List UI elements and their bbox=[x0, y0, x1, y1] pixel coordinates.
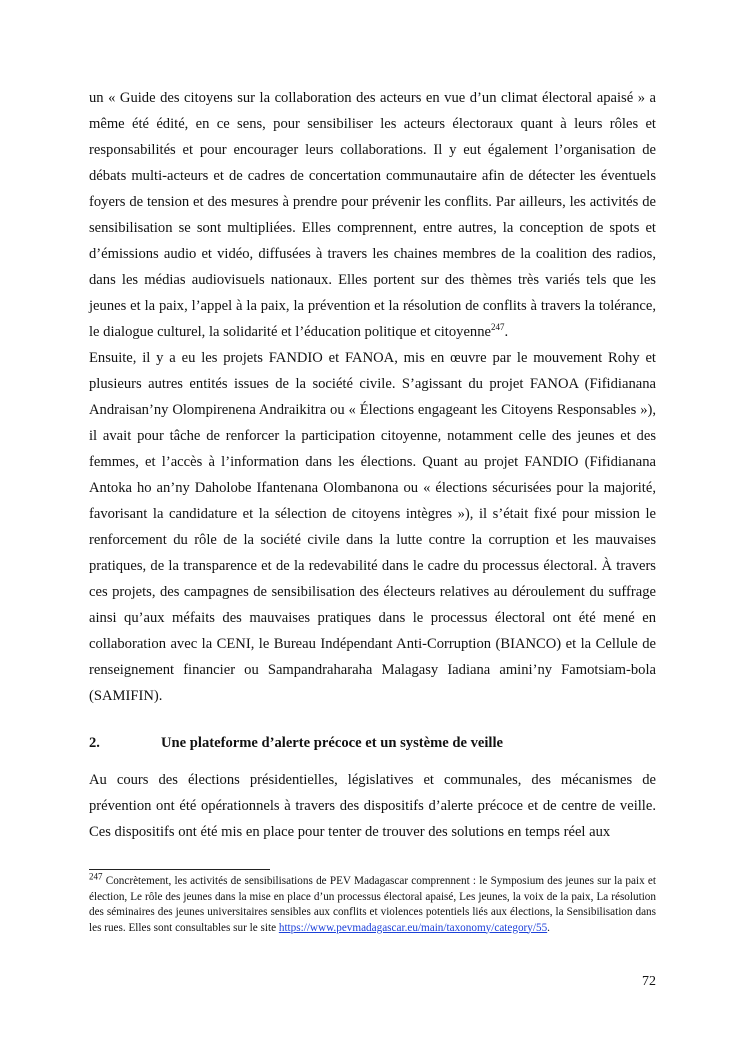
paragraph-guide-citoyens bbox=[89, 85, 656, 345]
page-number: 72 bbox=[642, 974, 656, 989]
footnote-separator bbox=[89, 869, 270, 870]
footnote bbox=[89, 871, 656, 936]
footnote-end: . bbox=[547, 921, 550, 934]
footnote-number: 247 bbox=[89, 871, 103, 882]
paragraph-text: Au cours des élections présidentielles, législatives et communales, des mécanismes de prévention ont été opérationnels à travers des dispositifs d’alerte précoce et de centre de veille. Ces dispositifs ont été mis en place pour tenter de trouver des solutions en temps réel aux bbox=[89, 772, 656, 840]
footnote-text: Concrètement, les activités de sensibilisations de PEV Madagascar comprennent : le Symposium des jeunes sur la paix et élection, Le rôle des jeunes dans la mise en place d’un processus électoral apaisé, Les jeunes, la voix de la paix, La résolution des séminaires des jeunes universitaires sensibles aux conflits et violences potentiels liés aux élections, la Sensibilisation dans les rues. Elles sont consultables sur le site bbox=[89, 875, 656, 934]
paragraph-text: Ensuite, il y a eu les projets FANDIO et FANOA, mis en œuvre par le mouvement Rohy et plusieurs autres entités issues de la société civile. S’agissant du projet FANOA (Fifidianana Andraisan’ny Olompirenena Andraikitra ou « Élections engageant les Citoyens Responsables »), il avait pour tâche de renforcer la participation citoyenne, notamment celle des jeunes et des femmes, et l’accès à l’information dans les élections. Quant au projet FANDIO (Fifidianana Antoka ho an’ny Daholobe Ifantenana Olombanona ou « élections sécurisées pour la majorité, favorisant la candidature et la sélection de citoyens intègres »), il s’était fixé pour mission le renforcement du rôle de la société civile dans la lutte contre la corruption et les mauvaises pratiques, de la transparence et de la redevabilité dans le cadre du processus électoral. À travers ces projets, des campagnes de sensibilisation des électeurs relatives au déroulement du suffrage ainsi qu’aux méfaits des mauvaises pratiques dans le processus électoral ont été mené en collaboration avec la CENI, le Bureau Indépendant Anti-Corruption (BIANCO) et la Cellule de renseignement financier ou Sampandraharaha Malagasy Iadiana amini’ny Famotsiam-bola (SAMIFIN). bbox=[89, 350, 656, 704]
footnote-reference[interactable]: 247 bbox=[491, 322, 505, 333]
paragraph-end: . bbox=[504, 324, 509, 340]
paragraph-fandio-fanoa bbox=[89, 345, 656, 709]
section-number: 2. bbox=[89, 735, 100, 751]
paragraph-alerte-precoce bbox=[89, 767, 656, 845]
footnote-link[interactable]: https://www.pevmadagascar.eu/main/taxonomy/category/55 bbox=[278, 921, 548, 934]
paragraph-text: un « Guide des citoyens sur la collaboration des acteurs en vue d’un climat électoral apaisé » a même été édité, en ce sens, pour sensibiliser les acteurs électoraux quant à leurs rôles et responsabilités et pour encourager leurs collaborations. Il y eut également l’organisation de débats multi-acteurs et de cadres de concertation communautaire afin de détecter les éventuels foyers de tension et des mesures à prendre pour prévenir les conflits. Par ailleurs, les activités de sensibilisation se sont multipliées. Elles comprennent, entre autres, la conception de spots et d’émissions audio et vidéo, diffusées à travers les chaines membres de la coalition des radios, dans les médias audiovisuels nationaux. Elles portent sur des thèmes très variés tels que les jeunes et la paix, l’appel à la paix, la prévention et la résolution de conflits à travers la tolérance, le dialogue culturel, la solidarité et l’éducation politique et citoyenne bbox=[89, 90, 656, 340]
section-heading bbox=[89, 732, 656, 754]
section-title: Une plateforme d’alerte précoce et un système de veille bbox=[161, 735, 504, 751]
